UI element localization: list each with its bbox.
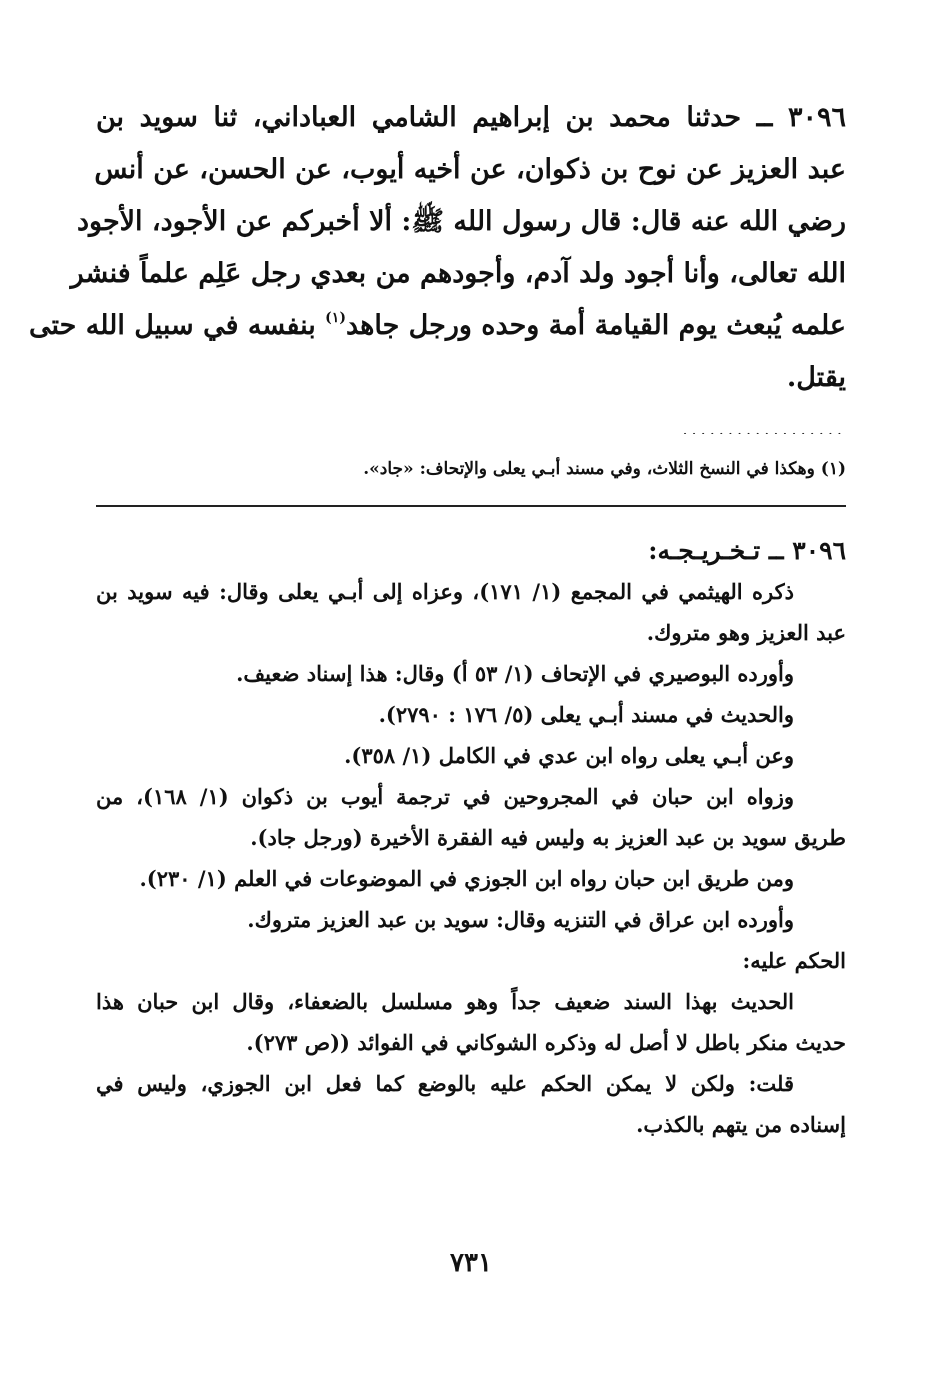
takhrij-para-1-cont: عبد العزيز وهو متروك. <box>646 620 846 645</box>
takhrij-para-4: وعن أبـي يعلى رواه ابن عدي في الكامل (١/ ٣٥٨). <box>344 743 794 768</box>
ruling-line-4: إسناده من يتهم بالكذب. <box>636 1112 846 1137</box>
hadith-number: ٣٠٩٦ <box>788 102 847 133</box>
ruling-line-2: حديث منكر باطل لا أصل له وذكره الشوكاني في الفوائد ((ص ٢٧٣). <box>246 1030 846 1055</box>
hadith-line-5 <box>29 300 846 352</box>
takhrij-para-5: وزواه ابن حبان في المجروحين في ترجمة أيوب بن ذكوان (١/ ١٦٨)، من <box>96 784 794 809</box>
footnote-text: (١) وهكذا في النسخ الثلاث، وفي مسند أبـي يعلى والإتحاف: «جاد». <box>363 459 846 479</box>
hadith-line-5b: بنفسه في سبيل الله حتى <box>29 310 316 341</box>
hadith-line-1-text: حدثنا محمد بن إبراهيم الشامي العباداني، ثنا سويد بن <box>96 102 742 133</box>
ruling-heading: الحكم عليه: <box>742 948 846 973</box>
hadith-line-2: عبد العزيز عن نوح بن ذكوان، عن أخيه أيوب، عن الحسن، عن أنس <box>94 154 846 185</box>
hadith-text <box>29 92 847 404</box>
takhrij-para-1: ذكره الهيثمي في المجمع (١/ ١٧١)، وعزاه إلى أبـي يعلى وقال: فيه سويد بن <box>96 579 794 604</box>
hadith-line-5a: علمه يُبعث يوم القيامة أمة وحده ورجل جاهد <box>345 310 846 341</box>
takhrij-para-3: والحديث في مسند أبـي يعلى (٥/ ١٧٦ : ٢٧٩٠). <box>378 702 794 727</box>
takhrij-para-7: وأورده ابن عراق في التنزيه وقال: سويد بن عبد العزيز متروك. <box>247 907 794 932</box>
takhrij-heading: ٣٠٩٦ ــ تـخـريـجـه: <box>648 536 846 565</box>
page-number: ٧٣١ <box>450 1248 492 1278</box>
takhrij-para-2: وأورده البوصيري في الإتحاف (١/ ٥٣ أ) وقال: هذا إسناد ضعيف. <box>236 661 794 686</box>
hadith-line-3: رضي الله عنه قال: قال رسول الله ﷺ: ألا أخبركم عن الأجود، الأجود <box>76 206 846 237</box>
footnote-separator: .................. <box>682 420 846 434</box>
hadith-line-1: ٣٠٩٦ ــ حدثنا محمد بن إبراهيم الشامي العباداني، ثنا سويد بن <box>96 102 847 133</box>
hadith-line-4: الله تعالى، وأنا أجود ولد آدم، وأجودهم من بعدي رجل عَلِم علماً فنشر <box>70 258 846 289</box>
footnote-ref-marker[interactable]: (١) <box>325 310 346 326</box>
takhrij-section <box>96 530 846 1145</box>
ruling-line-1: الحديث بهذا السند ضعيف جداً وهو مسلسل بالضعفاء، وقال ابن حبان هذا <box>96 989 794 1014</box>
takhrij-para-5-cont: طريق سويد بن عبد العزيز به وليس فيه الفقرة الأخيرة (ورجل جاد). <box>250 825 846 850</box>
ruling-line-3: قلت: ولكن لا يمكن الحكم عليه بالوضع كما فعل ابن الجوزي، وليس في <box>96 1071 794 1096</box>
section-divider <box>96 505 846 507</box>
hadith-line-6: يقتل. <box>786 362 846 393</box>
takhrij-para-6: ومن طريق ابن حبان رواه ابن الجوزي في الموضوعات في العلم (١/ ٢٣٠). <box>139 866 794 891</box>
